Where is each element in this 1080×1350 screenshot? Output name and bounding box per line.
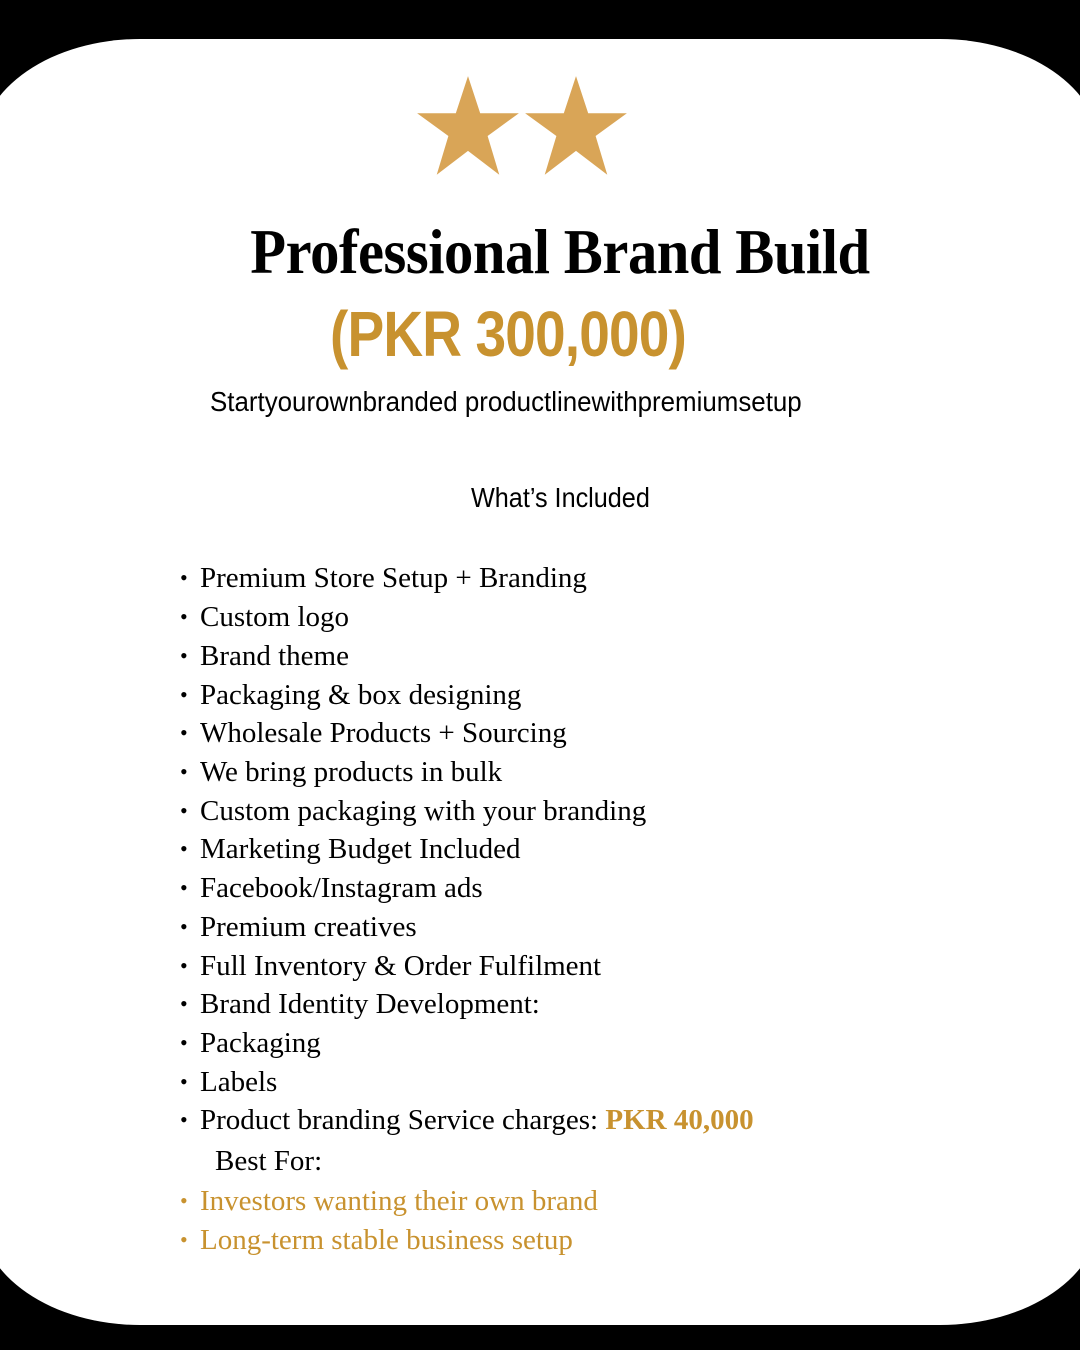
whats-included-heading: What’s Included: [471, 482, 650, 513]
package-subtitle: Startyourownbranded productlinewithpremiumsetup: [210, 386, 802, 417]
bullet-icon: •: [180, 681, 188, 707]
list-item: [180, 985, 754, 1024]
list-item: [180, 637, 754, 676]
bullet-icon: •: [180, 1187, 188, 1213]
bullet-icon: •: [180, 797, 188, 823]
list-item-label: Packaging & box designing: [200, 678, 522, 711]
bullet-icon: •: [180, 1029, 188, 1055]
list-item: [180, 557, 754, 598]
bullet-icon: •: [180, 759, 188, 785]
best-for-label: Investors wanting their own brand: [200, 1184, 598, 1217]
list-item-label: Custom packaging with your branding: [200, 794, 647, 827]
bullet-icon: •: [180, 836, 188, 862]
star-icon: [522, 74, 630, 180]
bullet-icon: •: [180, 1068, 188, 1094]
list-item: [180, 598, 754, 637]
bullet-icon: •: [180, 643, 188, 669]
bullet-icon: •: [180, 952, 188, 978]
best-for-item: [180, 1182, 754, 1221]
bullet-icon: •: [180, 913, 188, 939]
list-item-label: Premium Store Setup + Branding: [200, 561, 587, 594]
list-item-label: Full Inventory & Order Fulfilment: [200, 949, 602, 982]
best-for-label: Long-term stable business setup: [200, 1223, 573, 1256]
list-item-label: Wholesale Products + Sourcing: [200, 717, 567, 750]
best-for-heading: Best For:: [215, 1144, 323, 1177]
package-price: (PKR 300,000): [330, 298, 686, 370]
rating-stars: [414, 74, 630, 180]
list-item: [180, 946, 754, 985]
list-item: [180, 675, 754, 714]
list-item-label: Packaging: [200, 1026, 321, 1059]
list-item-label: Brand Identity Development:: [200, 988, 540, 1021]
bullet-icon: •: [180, 1226, 188, 1252]
list-item: [180, 714, 754, 753]
list-item-label: Labels: [200, 1065, 278, 1098]
list-item: [180, 753, 754, 792]
list-item-label: Brand theme: [200, 640, 349, 673]
package-title: Professional Brand Build: [250, 217, 870, 287]
service-charges-item: [180, 1101, 754, 1140]
bullet-icon: •: [180, 991, 188, 1017]
list-item-label: Premium creatives: [200, 910, 417, 943]
service-charges-value: PKR 40,000: [605, 1104, 754, 1137]
list-item-label: Marketing Budget Included: [200, 833, 521, 866]
bullet-icon: •: [180, 720, 188, 746]
bullet-icon: •: [180, 604, 188, 630]
bullet-icon: •: [180, 1107, 188, 1133]
list-item: [180, 1024, 754, 1063]
list-item: [180, 908, 754, 947]
features-list: [180, 557, 754, 1259]
list-item-label: Facebook/Instagram ads: [200, 872, 483, 905]
list-item: [180, 1062, 754, 1101]
star-icon: [414, 74, 522, 180]
list-item: [180, 869, 754, 908]
bullet-icon: •: [180, 875, 188, 901]
list-item: [180, 830, 754, 869]
service-charges-label: Product branding Service charges:: [200, 1104, 606, 1137]
best-for-item: [180, 1220, 754, 1259]
list-item-label: Custom logo: [200, 601, 350, 634]
list-item: [180, 791, 754, 830]
list-item-label: We bring products in bulk: [200, 756, 503, 789]
bullet-icon: •: [180, 564, 188, 590]
